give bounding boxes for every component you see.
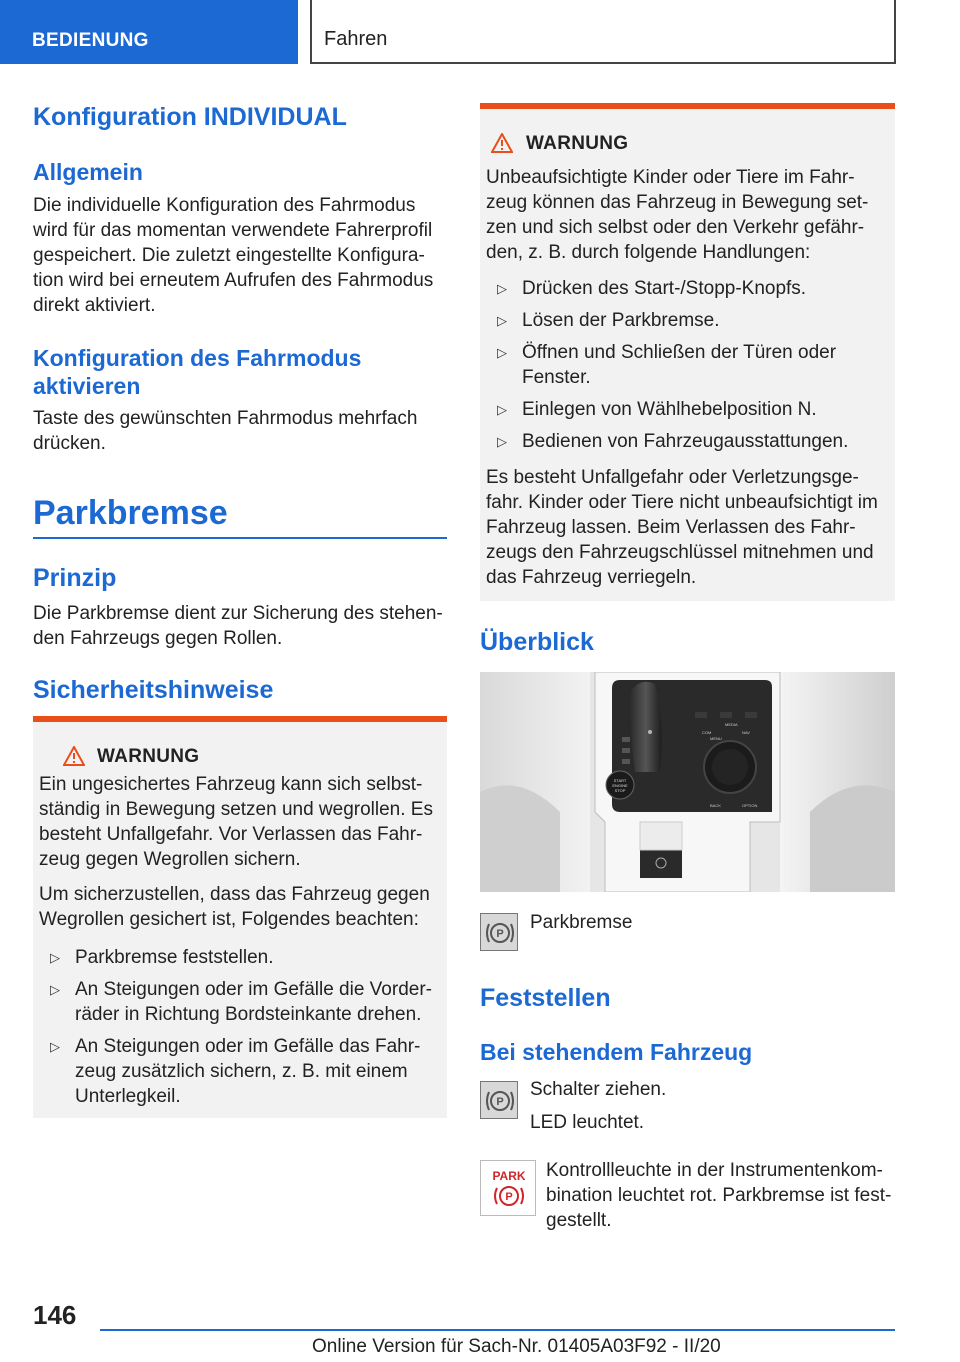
text-line: Ein ungesichertes Fahrzeug kann sich selbst- xyxy=(39,774,423,795)
list-item xyxy=(486,397,891,422)
text-line: gestellt. xyxy=(546,1210,612,1231)
general-heading: Allgemein xyxy=(33,159,143,185)
text-line: Um sicherzustellen, dass das Fahrzeug gegen xyxy=(39,884,430,905)
engine-label: ENGINE xyxy=(612,783,628,788)
text-line: zeug zusätzlich sichern, z. B. mit einem xyxy=(75,1061,408,1082)
section-tab xyxy=(0,0,298,64)
warning-triangle-icon xyxy=(491,133,513,153)
safety-heading: Sicherheitshinweise xyxy=(33,676,274,704)
text-line: Die individuelle Konfiguration des Fahrmodus xyxy=(33,195,416,216)
text-line: Kontrollleuchte in der Instrumentenkom- xyxy=(546,1160,883,1181)
back-label: BACK xyxy=(710,803,721,808)
option-label: OPTION xyxy=(742,803,758,808)
text-line: gespeichert. Die zuletzt eingestellte Konfigura- xyxy=(33,245,425,266)
general-paragraph xyxy=(33,193,447,318)
page-number: 146 xyxy=(33,1300,77,1330)
chapter-label: Fahren xyxy=(324,28,388,50)
activate-heading xyxy=(33,344,361,400)
text-line: Fenster. xyxy=(522,367,591,388)
svg-text:P: P xyxy=(505,1191,513,1203)
principle-heading: Prinzip xyxy=(33,564,117,592)
text-line: Drücken des Start-/Stopp-Knopfs. xyxy=(522,278,807,299)
warning-triangle-icon xyxy=(63,746,85,766)
bullet-triangle-icon: ▷ xyxy=(497,281,507,296)
text-line: zen und sich selbst oder den Verkehr gefähr- xyxy=(486,217,865,238)
warning-text-2 xyxy=(486,465,891,590)
text-line: drücken. xyxy=(33,433,106,454)
warning-title: WARNUNG xyxy=(526,133,629,154)
text-line: zeugs den Fahrzeugschlüssel mitnehmen und xyxy=(486,542,874,563)
online-version-text: Online Version für Sach-Nr. 01405A03F92 - II/20 xyxy=(312,1336,721,1357)
park-warning-icon xyxy=(481,1161,537,1217)
text-line: Taste des gewünschten Fahrmodus mehrfach xyxy=(33,408,418,429)
center-console-illustration xyxy=(480,672,895,892)
text-line: ständig in Bewegung setzen und wegrollen. Es xyxy=(39,799,433,820)
list-item xyxy=(486,276,891,301)
text-line: räder in Richtung Bordsteinkante drehen. xyxy=(75,1004,422,1025)
step-led-lit: LED leuchtet. xyxy=(530,1112,645,1133)
list-item xyxy=(486,429,891,454)
parkbremse-icon xyxy=(480,913,518,951)
bullet-triangle-icon: ▷ xyxy=(497,434,507,449)
text-line: wird für das momentan verwendete Fahrerprofil xyxy=(33,220,433,241)
bullet-triangle-icon: ▷ xyxy=(50,982,60,997)
overview-heading: Überblick xyxy=(480,628,594,656)
principle-paragraph xyxy=(33,601,447,651)
parkbremse-switch-icon xyxy=(480,1081,518,1119)
text-line: zeug können das Fahrzeug in Bewegung set- xyxy=(486,192,869,213)
section-label: BEDIENUNG xyxy=(32,30,149,51)
text-line: den Fahrzeugs gegen Rollen. xyxy=(33,628,283,649)
list-item xyxy=(39,945,443,970)
menu-label: MENU xyxy=(710,736,722,741)
text-line: bination leuchtet rot. Parkbremse ist fest- xyxy=(546,1185,892,1206)
text-line: Öffnen und Schließen der Türen oder xyxy=(522,342,837,363)
indicator-paragraph xyxy=(546,1158,896,1233)
text-line: An Steigungen oder im Gefälle die Vorder- xyxy=(75,979,432,1000)
text-line: Parkbremse feststellen. xyxy=(75,947,274,968)
warning-box-right xyxy=(480,103,895,601)
text-line: fahr. Kinder oder Tiere nicht unbeaufsichtigt im xyxy=(486,492,878,513)
svg-text:P: P xyxy=(496,928,504,940)
warning-bullets xyxy=(39,945,443,1116)
text-line: das Fahrzeug verriegeln. xyxy=(486,567,697,588)
text-line: tion wird bei erneutem Aufrufen des Fahrmodus xyxy=(33,270,434,291)
svg-text:P: P xyxy=(496,1096,504,1108)
com-label: COM xyxy=(702,730,712,735)
text-line: zeug gegen Wegrollen sichern. xyxy=(39,849,301,870)
parkbremse-title: Parkbremse xyxy=(33,494,228,532)
config-title: Konfiguration INDIVIDUAL xyxy=(33,103,347,131)
parking-brake-icon xyxy=(481,914,519,952)
list-item xyxy=(39,1034,443,1109)
park-indicator-icon xyxy=(480,1160,536,1216)
bullet-triangle-icon: ▷ xyxy=(50,950,60,965)
list-item xyxy=(486,340,891,390)
text-line: besteht Unfallgefahr. Vor Verlassen das Fahr- xyxy=(39,824,423,845)
warning-text-2 xyxy=(39,882,443,932)
text-line: den, z. B. durch folgende Handlungen: xyxy=(486,242,811,263)
text-line: Bedienen von Fahrzeugausstattungen. xyxy=(522,431,849,452)
heading-line: aktivieren xyxy=(33,373,141,399)
list-item xyxy=(486,308,891,333)
warning-text xyxy=(39,772,443,872)
text-line: Die Parkbremse dient zur Sicherung des stehen- xyxy=(33,603,443,624)
list-item xyxy=(39,977,443,1027)
text-line: Es besteht Unfallgefahr oder Verletzungsge- xyxy=(486,467,859,488)
activate-paragraph xyxy=(33,406,447,456)
bullet-triangle-icon: ▷ xyxy=(497,402,507,417)
media-label: MEDIA xyxy=(725,722,738,727)
text-line: Lösen der Parkbremse. xyxy=(522,310,720,331)
warning-box-left xyxy=(33,716,447,1118)
apply-heading: Feststellen xyxy=(480,984,611,1012)
bullet-triangle-icon: ▷ xyxy=(497,313,507,328)
nav-label: NAV xyxy=(742,730,750,735)
warning-text xyxy=(486,165,891,265)
console-photo xyxy=(480,672,895,892)
footer-rule xyxy=(100,1329,895,1331)
step-pull-switch: Schalter ziehen. xyxy=(530,1079,667,1100)
text-line: Fahrzeug lassen. Beim Verlassen des Fahr- xyxy=(486,517,856,538)
parking-brake-icon xyxy=(481,1082,519,1120)
stationary-heading: Bei stehendem Fahrzeug xyxy=(480,1039,753,1065)
start-label: START xyxy=(613,778,627,783)
text-line: direkt aktiviert. xyxy=(33,295,156,316)
title-rule xyxy=(33,537,447,539)
heading-line: Konfiguration des Fahrmodus xyxy=(33,345,362,371)
text-line: Unterlegkeil. xyxy=(75,1086,181,1107)
parkbremse-label: Parkbremse xyxy=(530,912,633,933)
park-text: PARK xyxy=(492,1169,526,1183)
bullet-triangle-icon: ▷ xyxy=(50,1039,60,1054)
bullet-triangle-icon: ▷ xyxy=(497,345,507,360)
text-line: Wegrollen gesichert ist, Folgendes beachten: xyxy=(39,909,419,930)
warning-title: WARNUNG xyxy=(97,746,200,767)
text-line: Unbeaufsichtigte Kinder oder Tiere im Fahr- xyxy=(486,167,855,188)
chapter-tab xyxy=(310,0,896,64)
text-line: An Steigungen oder im Gefälle das Fahr- xyxy=(75,1036,421,1057)
warning-bullets xyxy=(486,276,891,461)
text-line: Einlegen von Wählhebelposition N. xyxy=(522,399,817,420)
stop-label: STOP xyxy=(614,788,626,793)
